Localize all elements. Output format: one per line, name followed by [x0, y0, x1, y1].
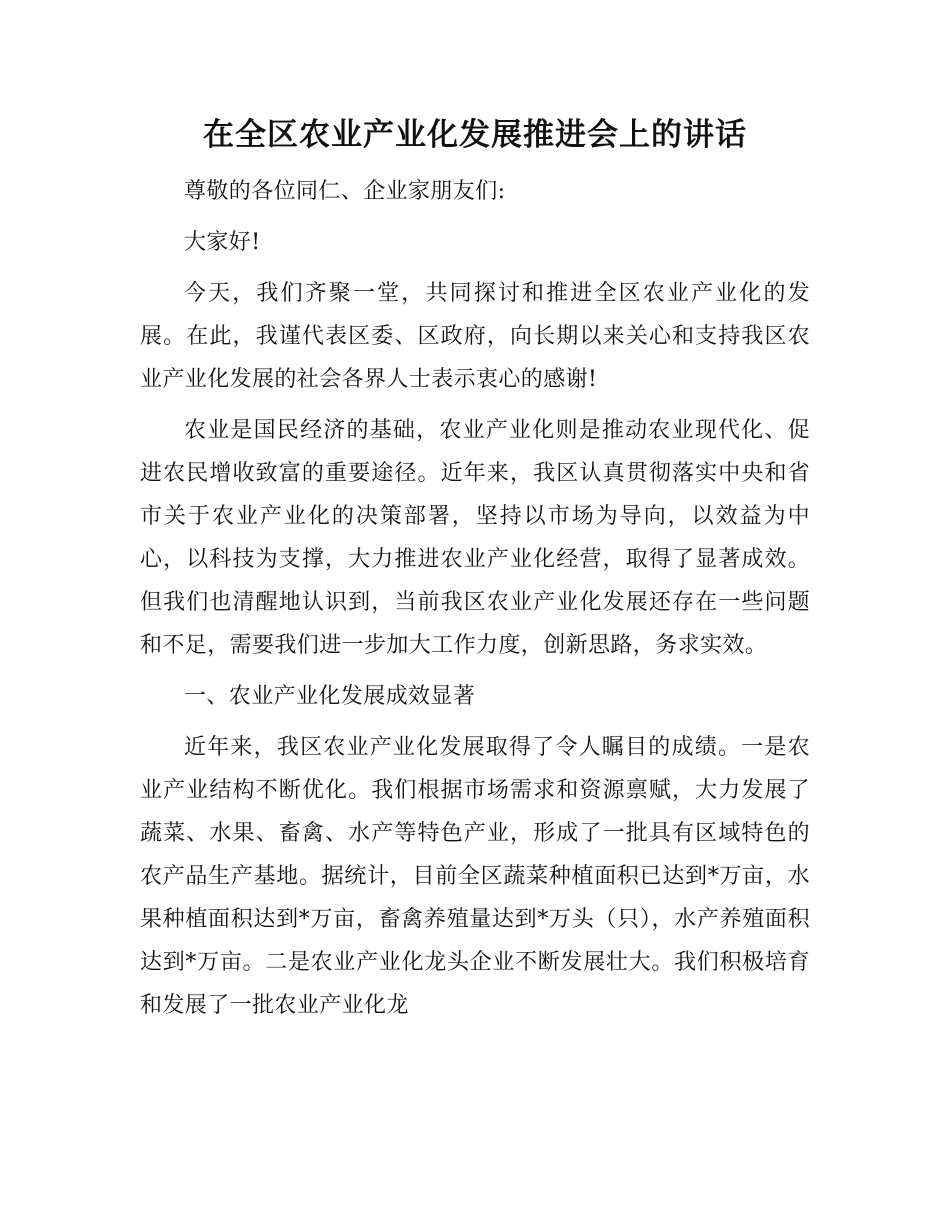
- greeting: 大家好!: [184, 230, 261, 255]
- paragraph-opening: 今天，我们齐聚一堂，共同探讨和推进全区农业产业化的发展。在此，我谨代表区委、区政府，向长期以来关心和支持我区农业产业化发展的社会各界人士表示衷心的感谢!: [140, 281, 810, 392]
- section-heading-1: 一、农业产业化发展成效显著: [184, 684, 476, 709]
- salutation: 尊敬的各位同仁、企业家朋友们:: [184, 179, 506, 204]
- document-title: 在全区农业产业化发展推进会上的讲话: [203, 117, 747, 153]
- paragraph-achievements: 近年来，我区农业产业化发展取得了令人瞩目的成绩。一是农业产业结构不断优化。我们根据市场需求和资源禀赋，大力发展了蔬菜、水果、畜禽、水产等特色产业，形成了一批具有区域特色的农产品生产基地。据统计，目前全区蔬菜种植面积已达到*万亩，水果种植面积达到*万亩，畜禽养殖量达到*万头（只），水产养殖面积达到*万亩。二是农业产业化龙头企业不断发展壮大。我们积极培育和发展了一批农业产业化龙: [140, 735, 810, 1018]
- paragraph-background: 农业是国民经济的基础，农业产业化则是推动农业现代化、促进农民增收致富的重要途径。近年来，我区认真贯彻落实中央和省市关于农业产业化的决策部署，坚持以市场为导向，以效益为中心，以科技为支撑，大力推进农业产业化经营，取得了显著成效。但我们也清醒地认识到，当前我区农业产业化发展还存在一些问题和不足，需要我们进一步加大工作力度，创新思路，务求实效。: [140, 418, 810, 658]
- document-body: [140, 170, 810, 1035]
